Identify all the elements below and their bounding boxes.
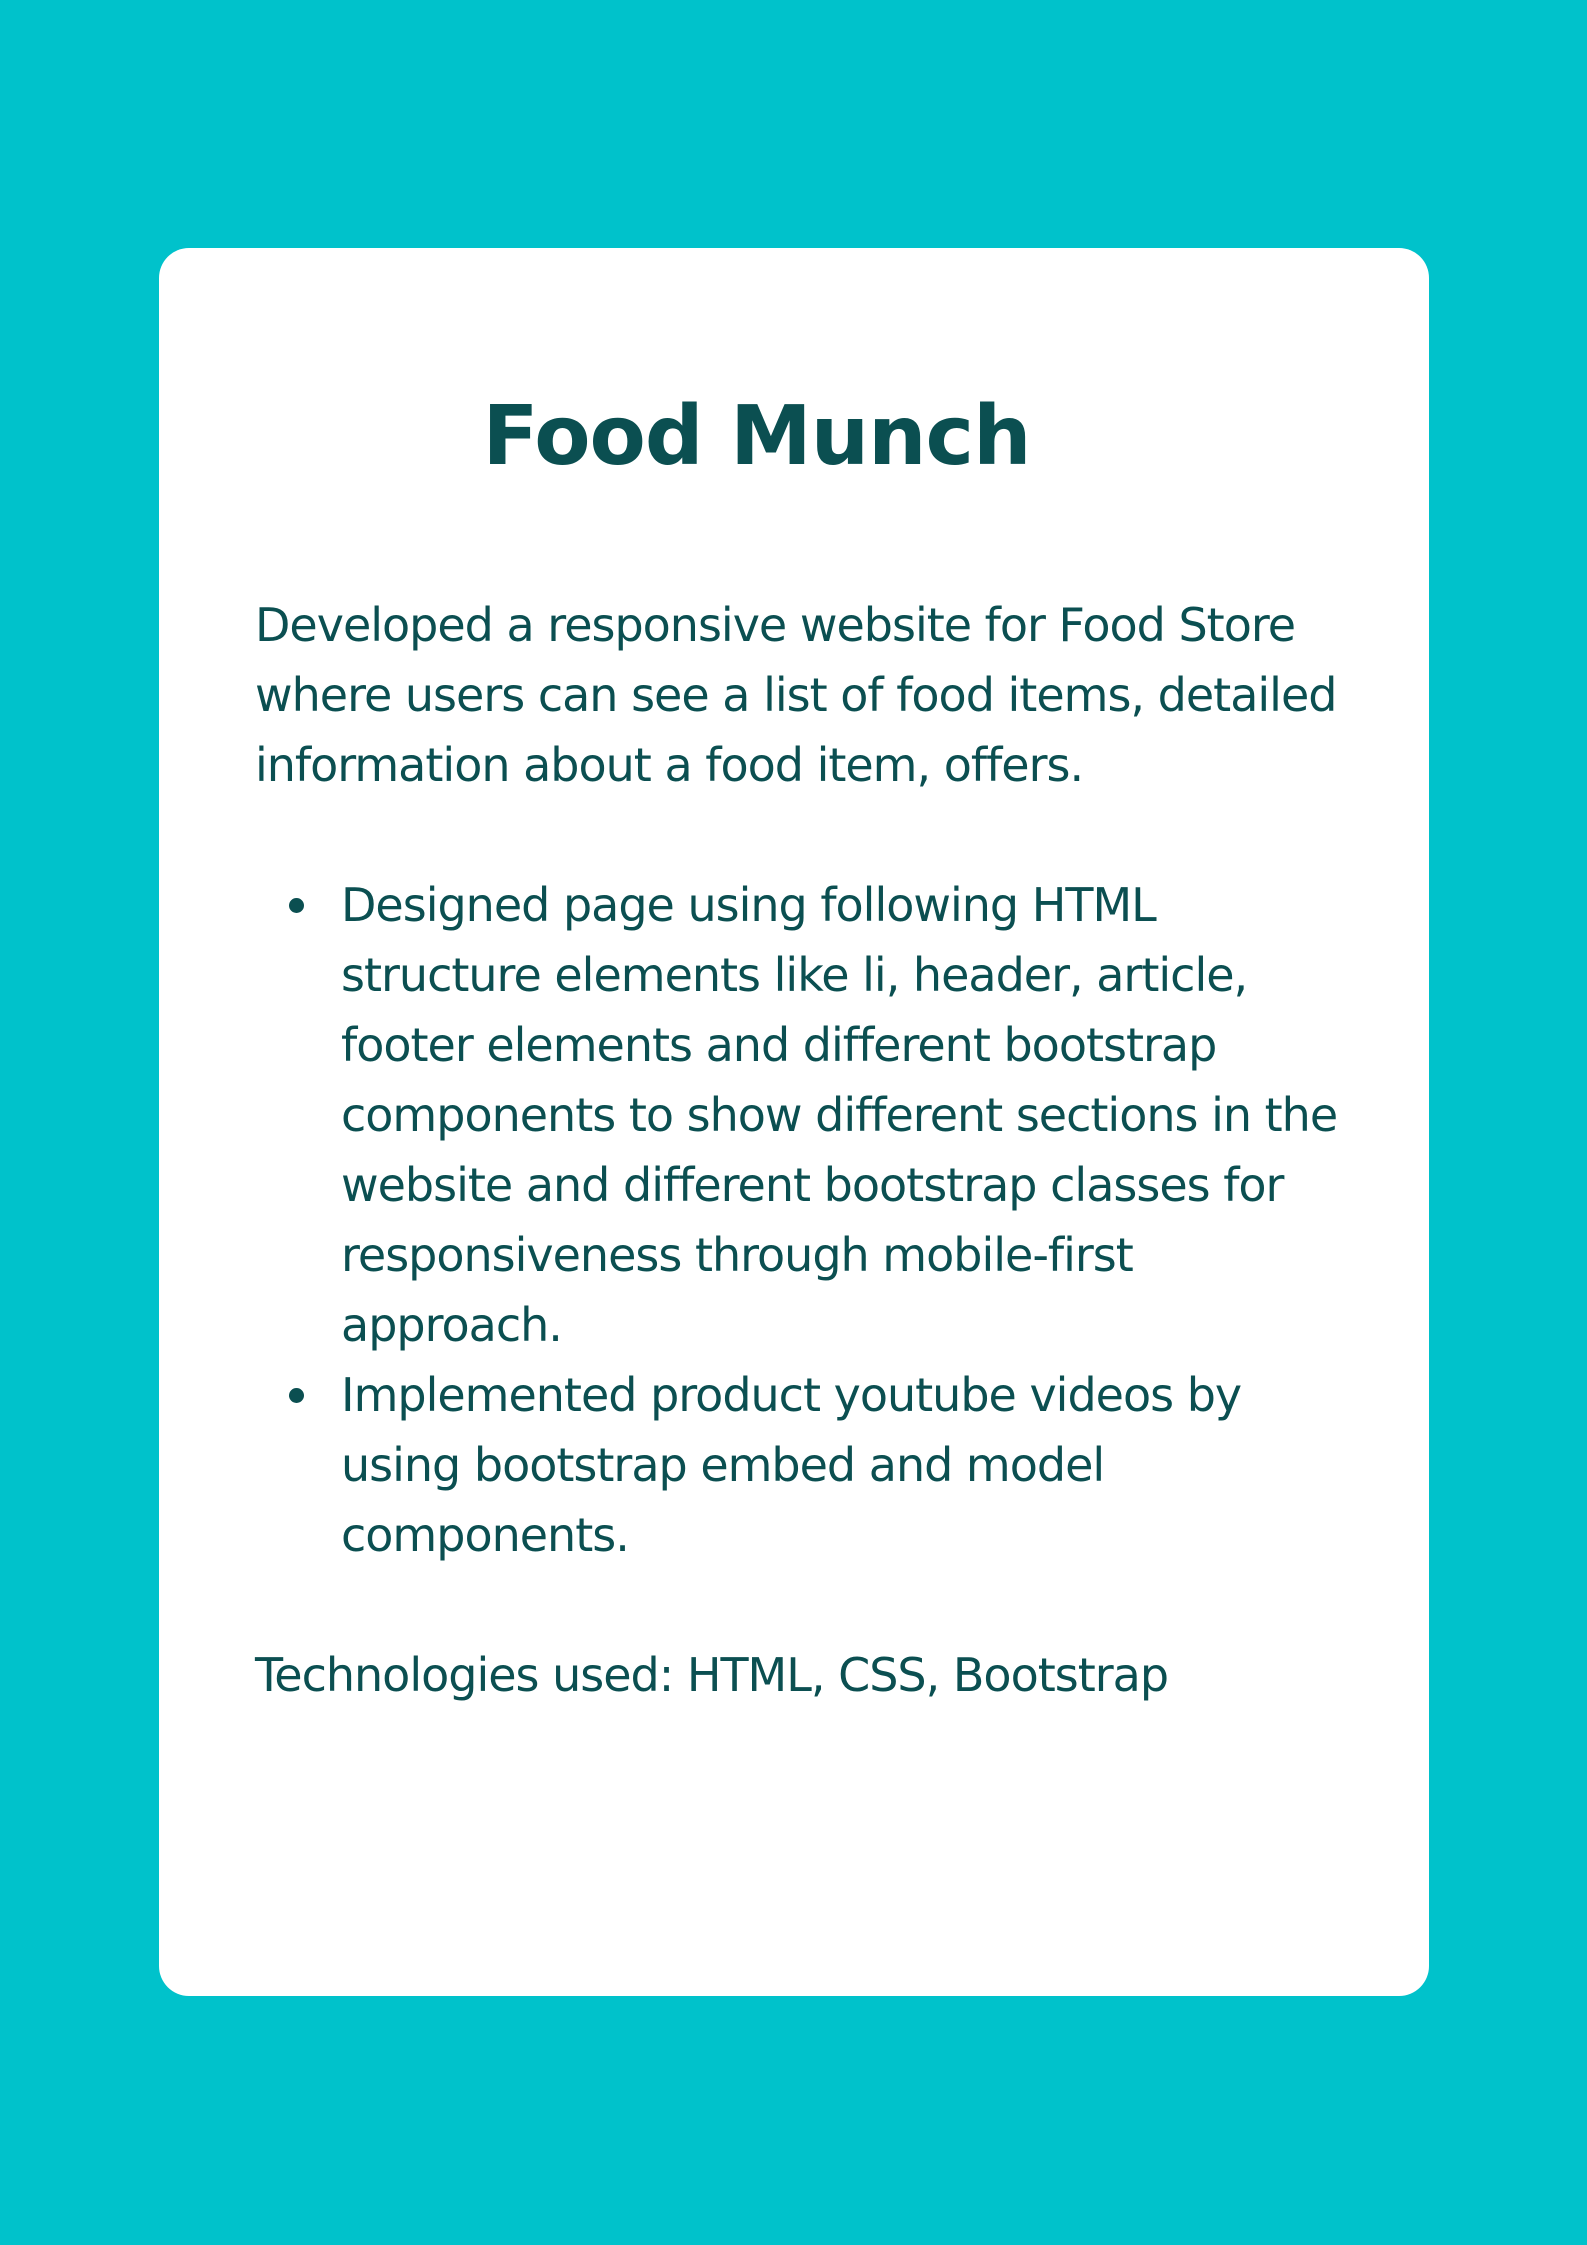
feature-list-item (341, 1360, 1365, 1570)
project-title: Food Munch (482, 389, 1031, 484)
feature-text: Implemented product youtube videos by using bootstrap embed and model components. (341, 1368, 1242, 1562)
bullet-icon (289, 898, 304, 913)
bullet-icon (289, 1388, 304, 1403)
project-description: Developed a responsive website for Food Store where users can see a list of food items, detailed information about a food item, offers. (255, 598, 1337, 792)
technologies-used: Technologies used: HTML, CSS, Bootstrap (255, 1648, 1169, 1702)
project-content (255, 590, 1365, 1710)
feature-list (255, 870, 1365, 1570)
feature-list-item (341, 870, 1365, 1360)
feature-text: Designed page using following HTML structure elements like li, header, article, footer elements and different bootstrap components to show different sections in the website and different bootstrap classes for responsiveness through mobile-first approach. (341, 878, 1338, 1352)
